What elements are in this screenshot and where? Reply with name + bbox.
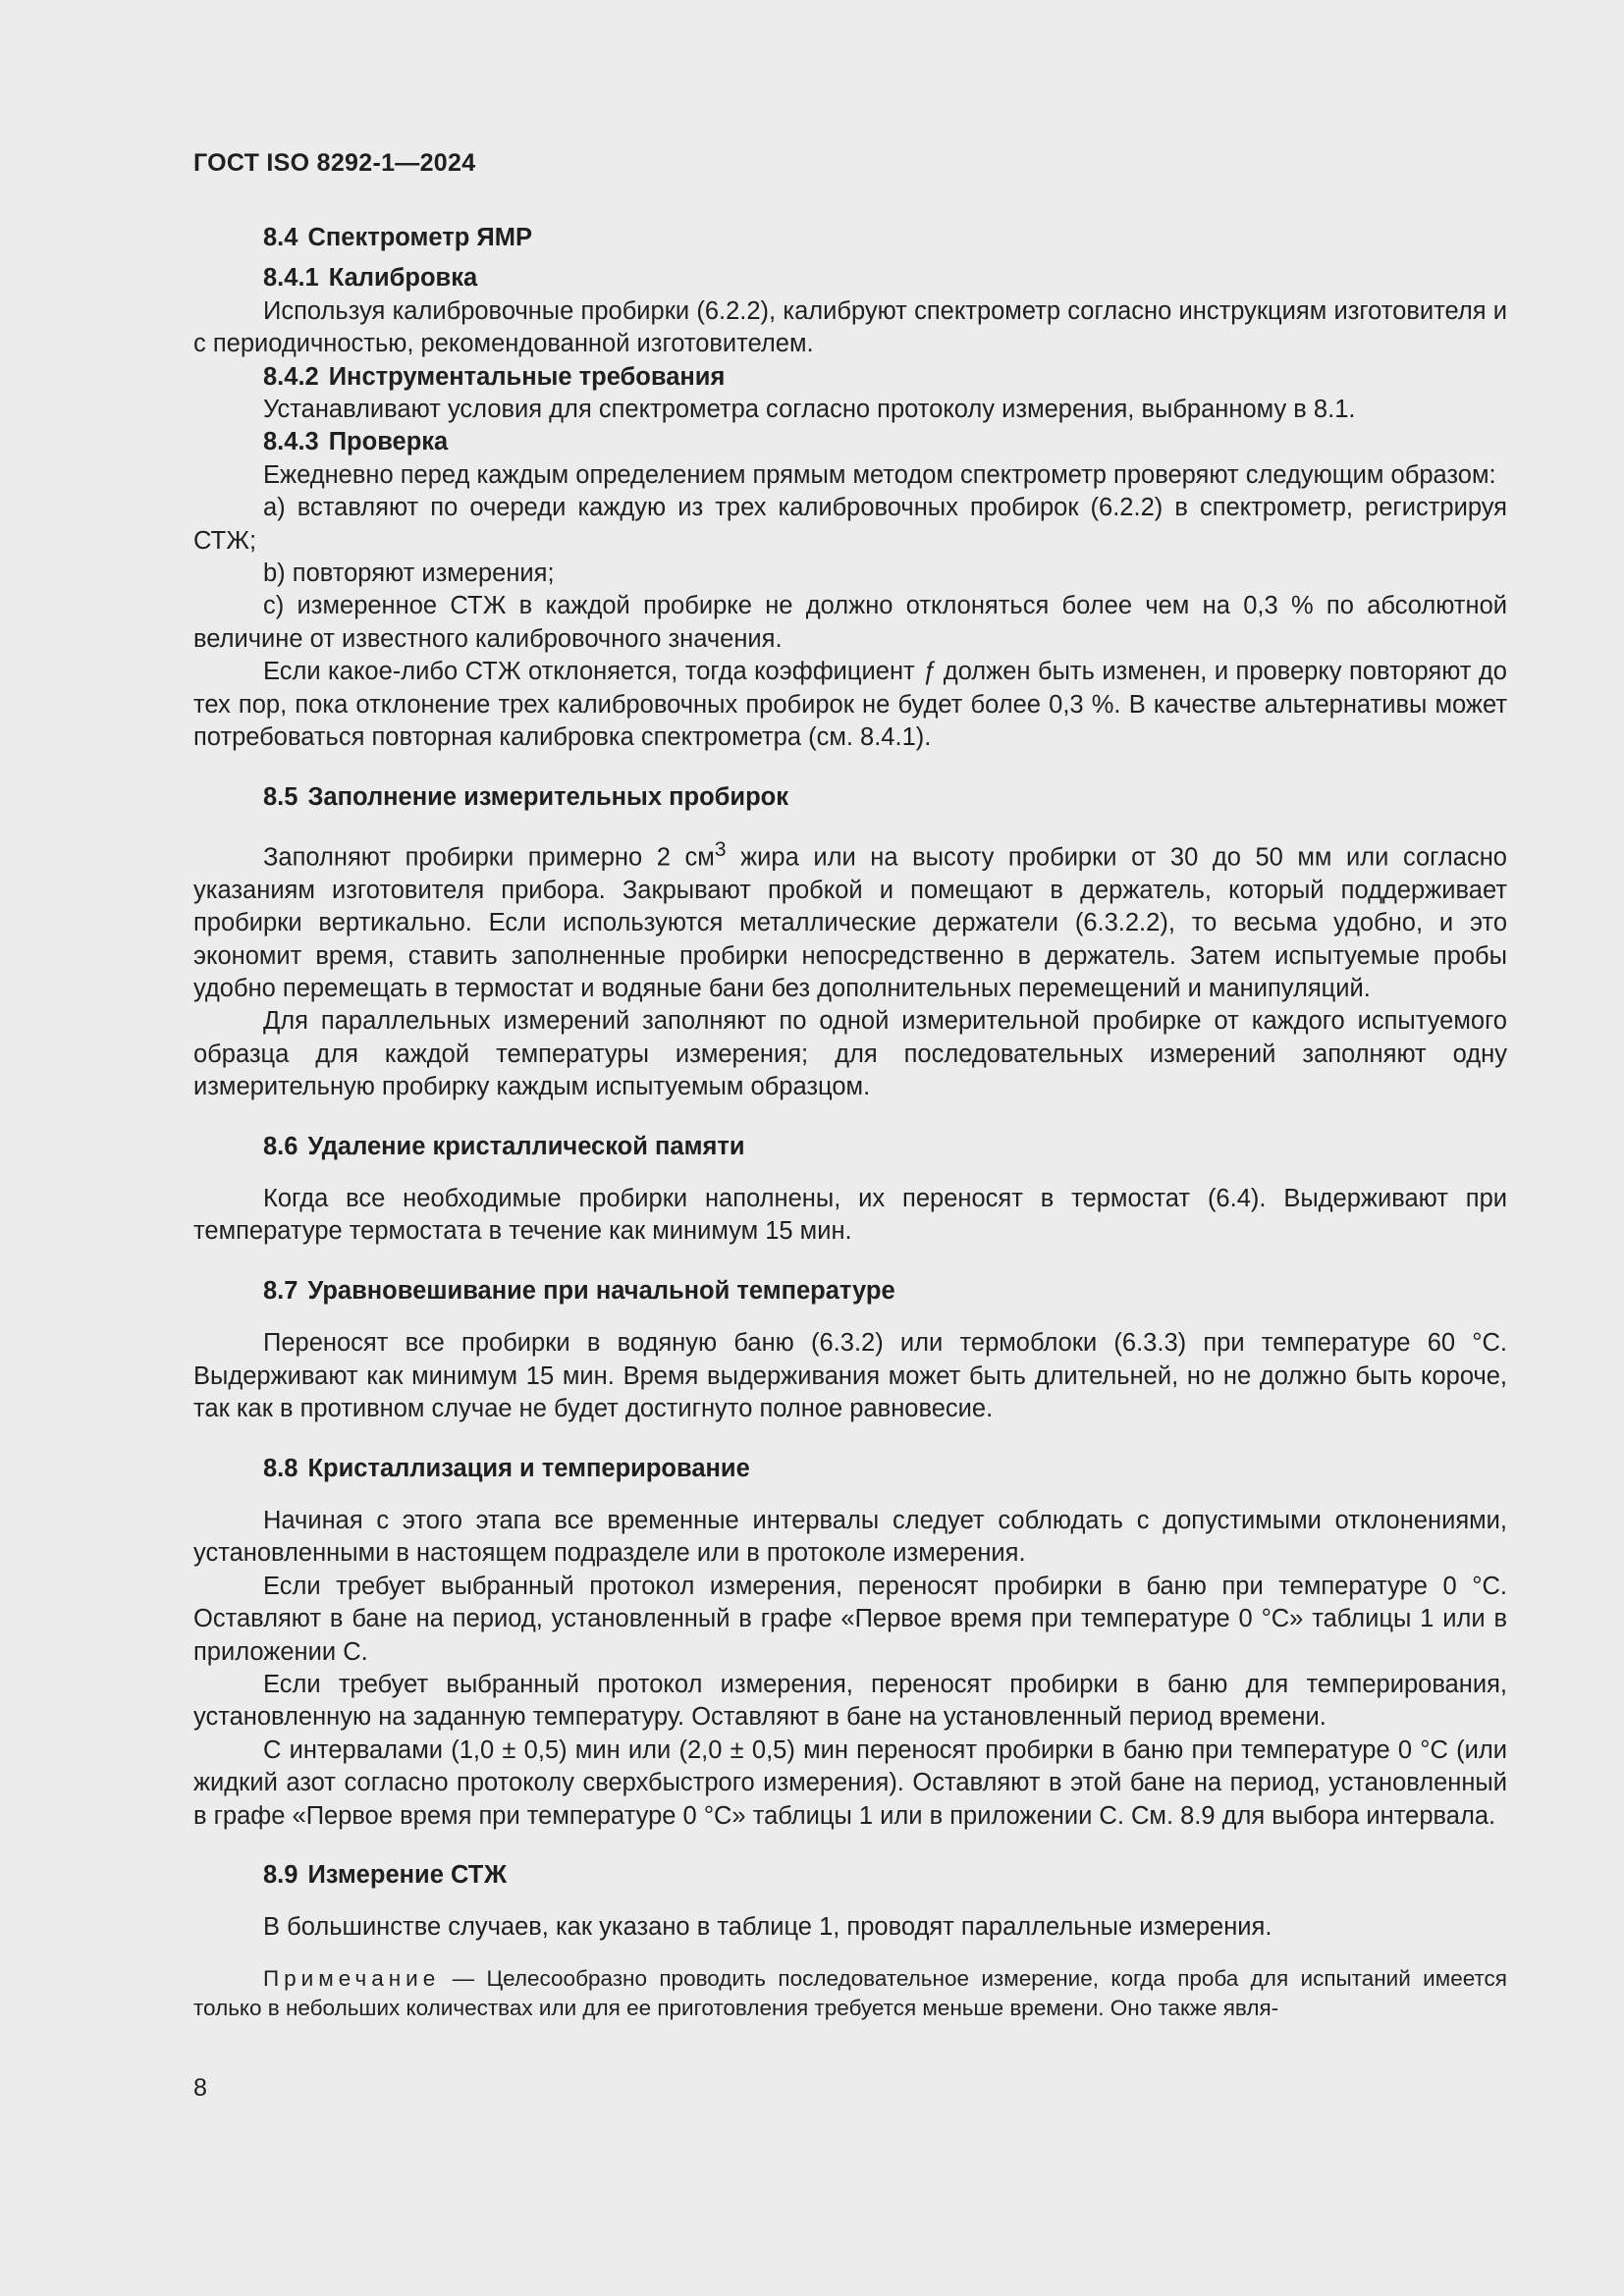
superscript: 3 [714, 836, 727, 861]
subsection-number: 8.4.3 [263, 428, 319, 456]
paragraph: Ежедневно перед каждым определением прямым методом спектрометр проверяют следующим образом: [263, 460, 1496, 489]
section-title: Спектрометр ЯМР [307, 224, 532, 251]
paragraph [193, 833, 1507, 1006]
page-number: 8 [193, 2074, 207, 2102]
section-heading [193, 1453, 1507, 1485]
section-title: Измерение СТЖ [307, 1860, 508, 1889]
section-number: 8.6 [263, 1132, 298, 1160]
paragraph: Если требует выбранный протокол измерения, переносят пробирки в баню при температуре 0 °С. Оставляют в бане на период, установленный в графе «Первое время при температуре 0 °С» таблицы 1 или в приложении С. [193, 1572, 1507, 1666]
paragraph: В большинстве случаев, как указано в таблице 1, проводят параллельные измерения. [263, 1913, 1272, 1942]
note [193, 1964, 1507, 2023]
section-number: 8.9 [263, 1860, 298, 1889]
list-item: a) вставляют по очереди каждую из трех калибровочных пробирок (6.2.2) в спектрометр, регистрируя СТЖ; [193, 494, 1507, 555]
section-heading [193, 1275, 1507, 1308]
paragraph: Если требует выбранный протокол измерения, переносят пробирки в баню для темперирования, установленную на заданную температуру. Оставляют в бане на установленный период времени. [193, 1670, 1507, 1732]
text-run: Если какое-либо СТЖ отклоняется, тогда коэффициент [263, 658, 923, 686]
subsection-heading [193, 426, 1507, 458]
section-heading [193, 222, 1507, 254]
list-item: c) измеренное СТЖ в каждой пробирке не должно отклоняться более чем на 0,3 % по абсолютной величине от известного калибровочного значения. [193, 592, 1507, 653]
subsection-title: Проверка [328, 428, 449, 456]
section-heading [193, 781, 1507, 814]
section-number: 8.5 [263, 782, 298, 811]
subsection-heading [193, 262, 1507, 294]
subsection-number: 8.4.1 [263, 264, 319, 293]
subsection-heading [193, 361, 1507, 394]
coefficient-symbol: ƒ [922, 658, 937, 686]
section-number: 8.8 [263, 1454, 298, 1482]
section-heading [193, 1131, 1507, 1163]
text-run: Заполняют пробирки примерно 2 см [263, 843, 715, 872]
paragraph: Переносят все пробирки в водяную баню (6.3.2) или термоблоки (6.3.3) при температуре 60 °С. Выдерживают как минимум 15 мин. Время выдерживания может быть длительней, но не должно быть короче, так как в противном случае не будет достигнуто полное равновесие. [193, 1329, 1507, 1423]
section-title: Удаление кристаллической памяти [307, 1132, 745, 1160]
subsection-number: 8.4.2 [263, 362, 319, 391]
subsection-title: Калибровка [328, 264, 478, 293]
paragraph: Начиная с этого этапа все временные интервалы следует соблюдать с допустимыми отклонениями, установленными в настоящем подразделе или в протоколе измерения. [193, 1506, 1507, 1568]
paragraph: Для параллельных измерений заполняют по одной измерительной пробирке от каждого испытуемого образца для каждой температуры измерения; для последовательных измерений заполняют одну измерительную пробирку каждым испытуемым образцом. [193, 1007, 1507, 1101]
list-item: b) повторяют измерения; [263, 560, 555, 588]
document-body [193, 222, 1507, 2023]
paragraph: Используя калибровочные пробирки (6.2.2), калибруют спектрометр согласно инструкциям изготовителя и с периодичностью, рекомендованной изготовителем. [193, 296, 1507, 358]
subsection-title: Инструментальные требования [328, 362, 726, 391]
section-number: 8.7 [263, 1276, 298, 1305]
section-title: Уравновешивание при начальной температуре [307, 1276, 895, 1305]
paragraph: Когда все необходимые пробирки наполнены, их переносят в термостат (6.4). Выдерживают при температуре термостата в течение как минимум 15 мин. [193, 1185, 1507, 1246]
paragraph [193, 656, 1507, 754]
text-run: должен быть изменен, и проверку повторяют до тех пор, пока отклонение трех калибровочных пробирок не будет более 0,3 %. В качестве альтернативы может потребоваться повторная калибровка спектрометра (см. 8.4.1). [193, 658, 1507, 752]
section-title: Заполнение измерительных пробирок [307, 782, 788, 811]
note-label: Примечание [263, 1965, 441, 1991]
section-title: Кристаллизация и темперирование [307, 1454, 750, 1482]
document-header: ГОСТ ISO 8292-1—2024 [193, 149, 476, 177]
section-heading [193, 1859, 1507, 1892]
paragraph: С интервалами (1,0 ± 0,5) мин или (2,0 ± 0,5) мин переносят пробирки в баню при температуре 0 °С (или жидкий азот согласно протоколу сверхбыстрого измерения). Оставляют в этой бане на период, установленный в графе «Первое время при температуре 0 °С» таблицы 1 или в приложении С. См. 8.9 для выбора интервала. [193, 1735, 1507, 1830]
paragraph: Устанавливают условия для спектрометра согласно протоколу измерения, выбранному в 8.1. [263, 396, 1356, 424]
note-text: — Целесообразно проводить последовательное измерение, когда проба для испытаний имеется только в небольших количествах или для ее приготовления требуется меньше времени. Оно также явля- [193, 1965, 1507, 2020]
section-number: 8.4 [263, 224, 298, 251]
text-run: жира или на высоту пробирки от 30 до 50 мм или согласно указаниям изготовителя прибора. Закрывают пробкой и помещают в держатель, который поддерживает пробирки вертикально. Если используются металлические держатели (6.3.2.2), то весьма удобно, и это экономит время, ставить заполненные пробирки непосредственно в держатель. Затем испытуемые пробы удобно перемещать в термостат и водяные бани без дополнительных перемещений и манипуляций. [193, 843, 1507, 1003]
